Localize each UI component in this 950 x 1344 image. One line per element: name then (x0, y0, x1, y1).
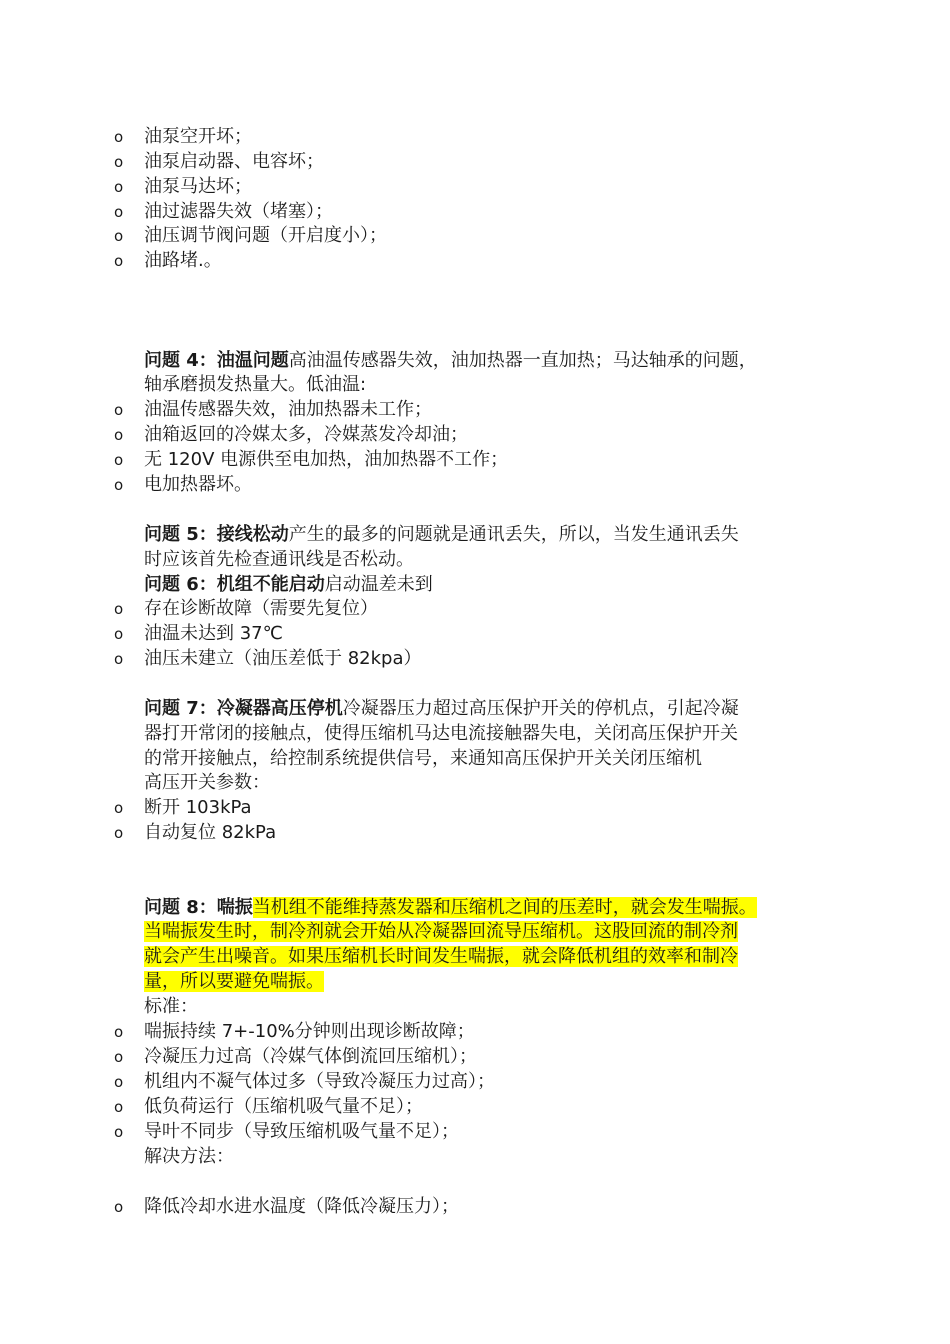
bullet-icon: o (114, 252, 124, 270)
list-item: 断开 103kPa (144, 797, 252, 818)
q7-paragraph (144, 697, 739, 722)
list-item: 自动复位 82kPa (144, 822, 277, 843)
list-item: 油温传感器失效，油加热器未工作； (144, 399, 432, 420)
q7-text-line3: 的常开接触点，给控制系统提供信号，来通知高压保护开关关闭压缩机 (144, 748, 702, 769)
bullet-icon: o (114, 600, 124, 618)
bullet-icon: o (114, 1048, 124, 1066)
list-item: 油温未达到 37℃ (144, 623, 283, 644)
q5-paragraph (144, 523, 739, 548)
bullet-icon: o (114, 426, 124, 444)
list-item: 无 120V 电源供至电加热，油加热器不工作； (144, 449, 509, 470)
bullet-icon: o (114, 451, 124, 469)
bullet-icon: o (114, 1023, 124, 1041)
q8-solution-label: 解决方法： (144, 1146, 234, 1167)
q8-highlighted-text: 量，所以要避免喘振。 (144, 971, 324, 992)
bullet-icon: o (114, 1073, 124, 1091)
q7-title: 问题 7：冷凝器高压停机 (144, 698, 343, 719)
list-item: 导叶不同步（导致压缩机吸气量不足）； (144, 1121, 459, 1142)
q4-text: 高油温传感器失效，油加热器一直加热；马达轴承的问题， (288, 350, 757, 371)
bullet-icon: o (114, 178, 124, 196)
bullet-icon: o (114, 799, 124, 817)
list-item: 喘振持续 7+-10%分钟则出现诊断故障； (144, 1021, 475, 1042)
q8-text-line2 (144, 920, 738, 945)
bullet-icon: o (114, 227, 124, 245)
list-item: 机组内不凝气体过多（导致冷凝压力过高）； (144, 1071, 495, 1092)
list-item: 降低冷却水进水温度（降低冷凝压力）； (144, 1196, 459, 1217)
q7-text: 冷凝器压力超过高压保护开关的停机点，引起冷凝 (342, 698, 739, 719)
bullet-icon: o (114, 401, 124, 419)
q8-title: 问题 8：喘振 (144, 897, 253, 918)
list-item: 冷凝压力过高（冷媒气体倒流回压缩机）； (144, 1046, 477, 1067)
list-item: 油泵启动器、电容坏； (144, 151, 324, 172)
q4-title: 问题 4：油温问题 (144, 350, 289, 371)
bullet-icon: o (114, 650, 124, 668)
q8-standard-label: 标准： (144, 996, 198, 1017)
list-item: 电加热器坏。 (144, 474, 252, 495)
q8-highlighted-text: 就会产生出噪音。如果压缩机长时间发生喘振，就会降低机组的效率和制冷 (144, 946, 738, 967)
q4-paragraph (144, 349, 757, 374)
list-item: 油箱返回的冷媒太多，冷媒蒸发冷却油； (144, 424, 468, 445)
q5-text: 产生的最多的问题就是通讯丢失，所以，当发生通讯丢失 (288, 524, 739, 545)
bullet-icon: o (114, 203, 124, 221)
bullet-icon: o (114, 128, 124, 146)
list-item: 油路堵.。 (144, 250, 222, 271)
q5-text-continued: 时应该首先检查通讯线是否松动。 (144, 549, 414, 570)
q7-text-line2: 器打开常闭的接触点，使得压缩机马达电流接触器失电，关闭高压保护开关 (144, 723, 738, 744)
q8-highlighted-text: 当机组不能维持蒸发器和压缩机之间的压差时，就会发生喘振。 (252, 897, 757, 918)
list-item: 油泵空开坏； (144, 126, 252, 147)
q6-title: 问题 6：机组不能启动 (144, 574, 325, 595)
bullet-icon: o (114, 476, 124, 494)
q7-params-label: 高压开关参数： (144, 772, 270, 793)
bullet-icon: o (114, 153, 124, 171)
q5-title: 问题 5：接线松动 (144, 524, 289, 545)
q8-text-line4 (144, 970, 324, 995)
list-item: 油泵马达坏； (144, 176, 252, 197)
list-item: 油压调节阀问题（开启度小）； (144, 225, 387, 246)
q4-text-continued: 轴承磨损发热量大。低油温: (144, 374, 367, 395)
bullet-icon: o (114, 1098, 124, 1116)
q8-highlighted-text: 当喘振发生时，制冷剂就会开始从冷凝器回流导压缩机。这股回流的制冷剂 (144, 921, 738, 942)
list-item: 油压未建立（油压差低于 82kpa） (144, 648, 422, 669)
q6-paragraph (144, 573, 433, 598)
q6-text: 启动温差未到 (324, 574, 433, 595)
q8-text-line3 (144, 945, 738, 970)
bullet-icon: o (114, 824, 124, 842)
bullet-icon: o (114, 1123, 124, 1141)
list-item: 存在诊断故障（需要先复位） (144, 598, 378, 619)
bullet-icon: o (114, 1198, 124, 1216)
q8-paragraph (144, 896, 757, 921)
bullet-icon: o (114, 625, 124, 643)
list-item: 低负荷运行（压缩机吸气量不足）； (144, 1096, 423, 1117)
list-item: 油过滤器失效（堵塞）； (144, 201, 333, 222)
